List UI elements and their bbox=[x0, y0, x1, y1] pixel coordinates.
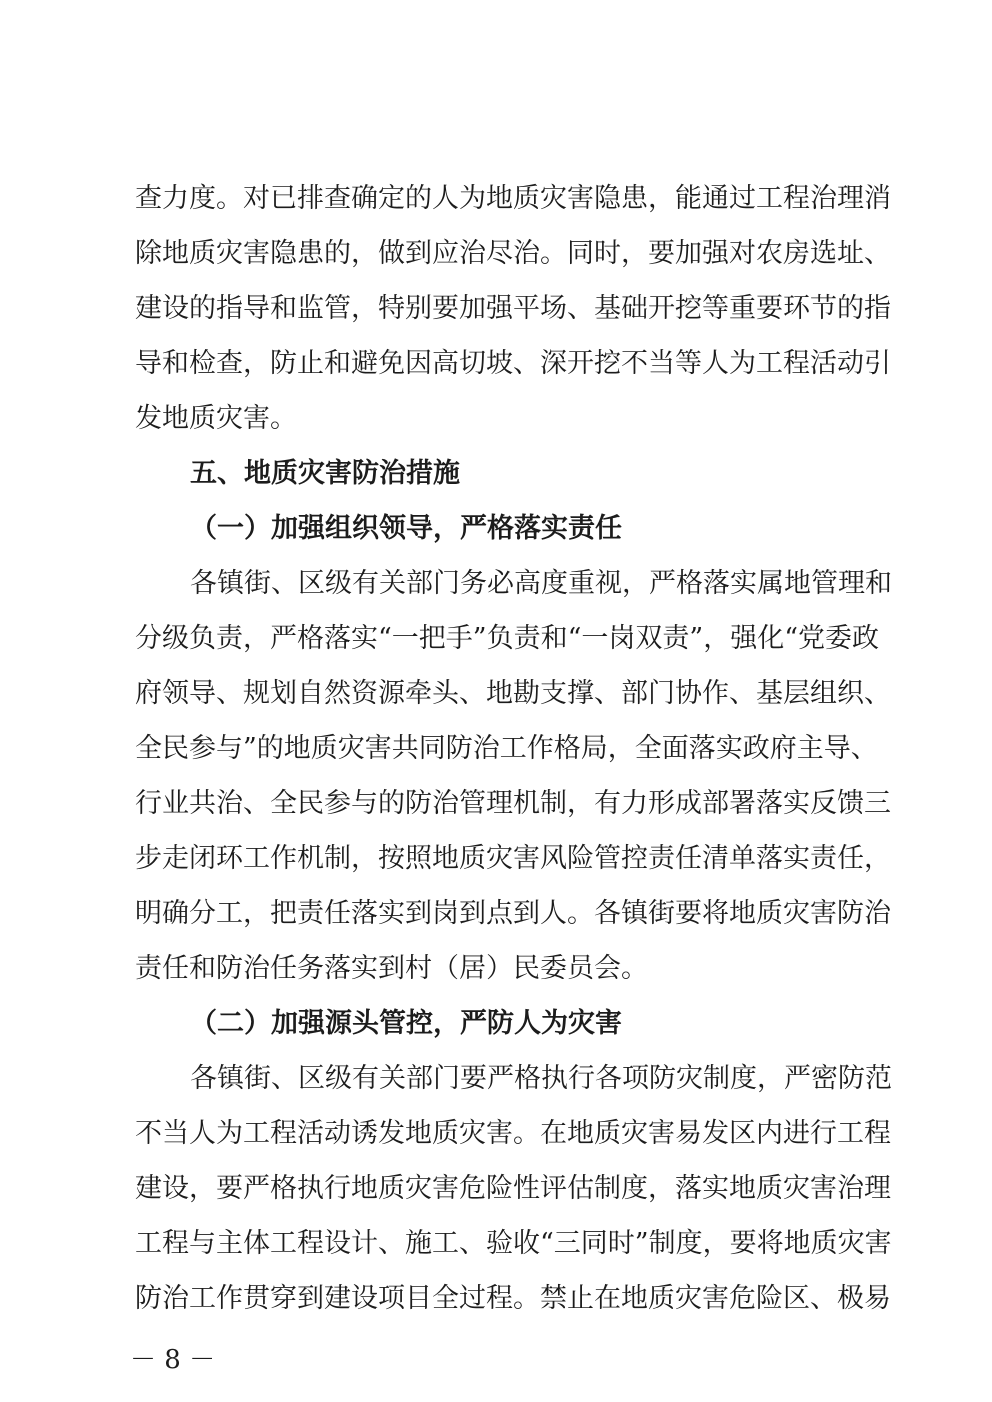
paragraph-line: 明确分工，把责任落实到岗到点到人。各镇街要将地质灾害防治 bbox=[135, 898, 891, 929]
paragraph-line: 全民参与”的地质灾害共同防治工作格局，全面落实政府主导、 bbox=[135, 733, 878, 764]
paragraph-line: 府领导、规划自然资源牵头、地勘支撑、部门协作、基层组织、 bbox=[135, 678, 891, 709]
paragraph-line: 不当人为工程活动诱发地质灾害。在地质灾害易发区内进行工程 bbox=[135, 1118, 891, 1149]
paragraph-line: 防治工作贯穿到建设项目全过程。禁止在地质灾害危险区、极易 bbox=[135, 1283, 891, 1314]
subsection-heading: （一）加强组织领导，严格落实责任 bbox=[190, 513, 622, 544]
paragraph-line: 发地质灾害。 bbox=[135, 403, 297, 434]
paragraph-line: 查力度。对已排查确定的人为地质灾害隐患，能通过工程治理消 bbox=[135, 183, 891, 214]
paragraph-line: 各镇街、区级有关部门要严格执行各项防灾制度，严密防范 bbox=[190, 1063, 892, 1094]
paragraph-line: 工程与主体工程设计、施工、验收“三同时”制度，要将地质灾害 bbox=[135, 1228, 892, 1259]
subsection-heading: （二）加强源头管控，严防人为灾害 bbox=[190, 1008, 622, 1039]
paragraph-line: 建设，要严格执行地质灾害危险性评估制度，落实地质灾害治理 bbox=[135, 1173, 891, 1204]
page-number: － 8 － bbox=[130, 1345, 216, 1375]
paragraph-line: 除地质灾害隐患的，做到应治尽治。同时，要加强对农房选址、 bbox=[135, 238, 891, 269]
section-heading: 五、地质灾害防治措施 bbox=[190, 458, 460, 489]
paragraph-line: 分级负责，严格落实“一把手”负责和“一岗双责”，强化“党委政 bbox=[135, 623, 880, 654]
paragraph-line: 建设的指导和监管，特别要加强平场、基础开挖等重要环节的指 bbox=[135, 293, 891, 324]
paragraph-line: 各镇街、区级有关部门务必高度重视，严格落实属地管理和 bbox=[190, 568, 892, 599]
paragraph-line: 导和检查，防止和避免因高切坡、深开挖不当等人为工程活动引 bbox=[135, 348, 891, 379]
paragraph-line: 步走闭环工作机制，按照地质灾害风险管控责任清单落实责任， bbox=[135, 843, 891, 874]
paragraph-line: 行业共治、全民参与的防治管理机制，有力形成部署落实反馈三 bbox=[135, 788, 891, 819]
paragraph-line: 责任和防治任务落实到村（居）民委员会。 bbox=[135, 953, 648, 984]
